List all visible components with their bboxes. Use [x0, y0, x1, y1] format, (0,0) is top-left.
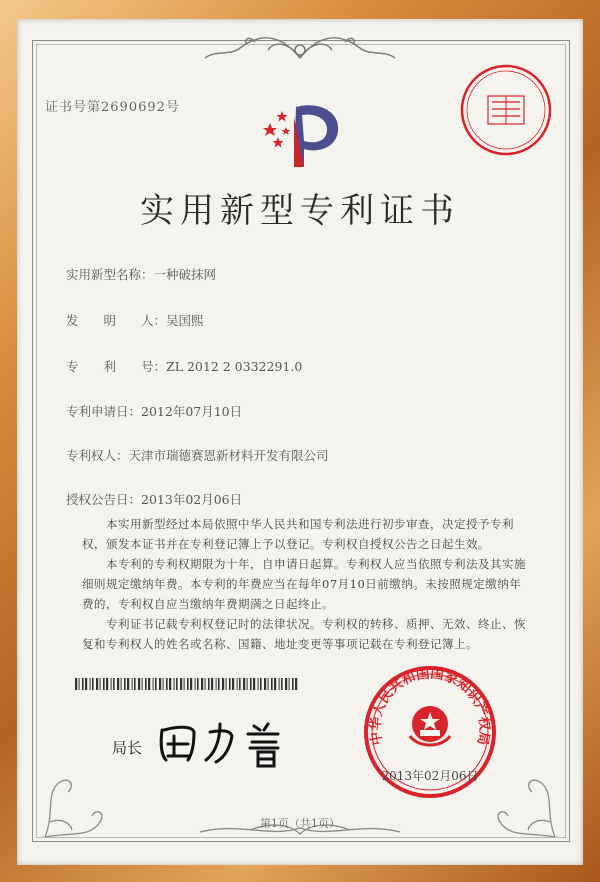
director-signature	[150, 712, 300, 772]
inventor-label: 发 明 人：	[66, 313, 167, 328]
tax-stamp-seal	[458, 62, 554, 158]
body-paragraph-1: 本实用新型经过本局依照中华人民共和国专利法进行初步审查，决定授予专利权，颁发本证书并在专利登记簿上予以登记。专利权自授权公告之日起生效。	[82, 517, 514, 551]
page-footer: 第1页（共1页）	[260, 817, 340, 830]
grant-date-value: 2013年02月06日	[141, 492, 243, 507]
filing-date-label: 专利申请日：	[66, 404, 142, 419]
patent-number-value: ZL 2012 2 0332291.0	[166, 359, 303, 374]
certificate-number: 证书号第2690692号	[45, 100, 180, 115]
body-paragraph-2: 本专利的专利权期限为十年，自申请日起算。专利权人应当依照专利法及其实施细则规定缴纳年费。本专利的年费应当在每年07月10日前缴纳。未按照规定缴纳年费的，专利权自应当缴纳年费期满之日起终止。	[82, 557, 526, 611]
filing-date-row	[66, 402, 242, 420]
patent-office-logo-icon	[258, 97, 348, 172]
patent-number-row	[66, 357, 302, 375]
top-ornament	[200, 28, 400, 68]
filing-date-value: 2012年07月10日	[141, 404, 243, 419]
inventor-value: 吴国熙	[166, 313, 204, 328]
director-label: 局长	[112, 739, 143, 757]
barcode	[75, 678, 299, 690]
cnipa-official-seal	[362, 664, 498, 800]
utility-model-name-row	[66, 265, 216, 283]
patentee-row	[66, 446, 329, 464]
seal-date: 2013年02月06日	[381, 769, 479, 783]
seal-arc-text: 中华人民共和国国家知识产权局	[367, 665, 493, 747]
utility-model-name-label: 实用新型名称：	[66, 267, 154, 282]
inventor-row	[66, 311, 204, 329]
certificate-title: 实用新型专利证书	[140, 191, 460, 231]
utility-model-name-value: 一种破抹网	[153, 267, 217, 282]
patent-number-label: 专 利 号：	[66, 359, 167, 374]
grant-date-label: 授权公告日：	[66, 492, 142, 507]
body-paragraph-3: 专利证书记载专利权登记时的法律状况。专利权的转移、质押、无效、终止、恢复和专利权人的姓名或名称、国籍、地址变更等事项记载在专利登记簿上。	[82, 617, 526, 651]
patentee-value: 天津市瑞德赛恩新材料开发有限公司	[128, 448, 329, 463]
patentee-label: 专利权人：	[66, 448, 129, 463]
grant-date-row	[66, 490, 242, 508]
